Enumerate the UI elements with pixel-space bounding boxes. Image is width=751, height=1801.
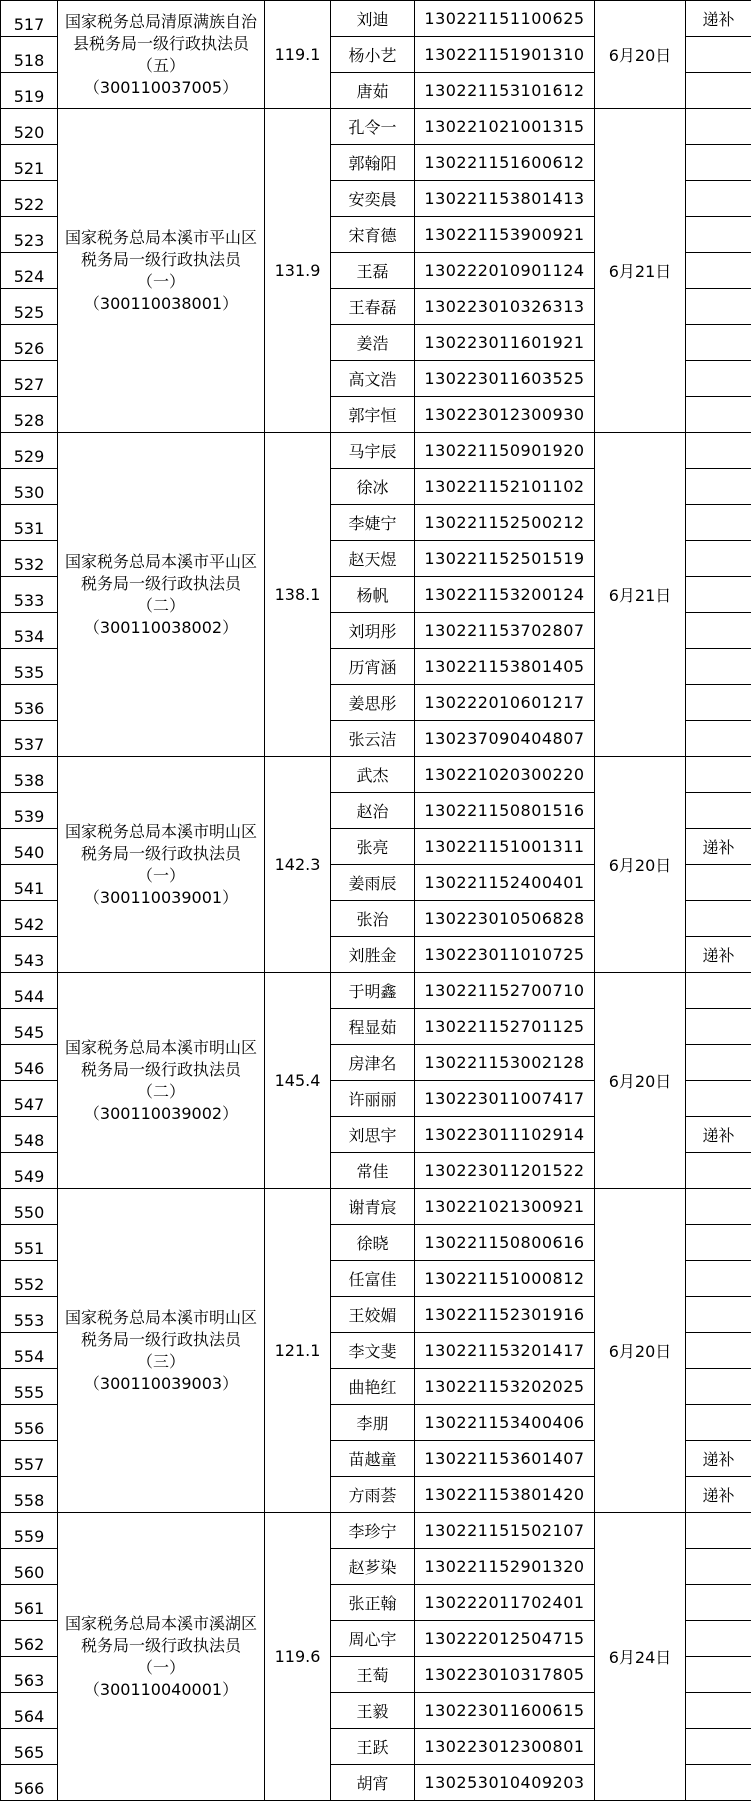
name-cell: 徐冰 [331,469,415,505]
position-code: （300110039003） [64,1373,258,1395]
date-cell: 6月21日 [595,109,686,433]
position-cell [58,433,265,757]
note-cell [686,865,751,901]
position-title: 国家税务总局本溪市明山区税务局一级行政执法员（一） [64,821,258,887]
note-cell [686,901,751,937]
name-cell: 刘迪 [331,1,415,37]
position-cell [58,1513,265,1801]
position-title: 国家税务总局本溪市明山区税务局一级行政执法员（二） [64,1037,258,1103]
name-cell: 曲艳红 [331,1369,415,1405]
name-cell: 姜浩 [331,325,415,361]
note-cell [686,505,751,541]
note-cell [686,1729,751,1765]
name-cell: 郭宇恒 [331,397,415,433]
exam-id-cell: 130222011702401 [415,1585,595,1621]
name-cell: 于明鑫 [331,973,415,1009]
note-cell [686,973,751,1009]
exam-id-cell: 130221151100625 [415,1,595,37]
exam-id-cell: 130223011201522 [415,1153,595,1189]
exam-id-cell: 130223011600615 [415,1693,595,1729]
score-cell: 131.9 [265,109,331,433]
exam-id-cell: 130221152301916 [415,1297,595,1333]
table-row [1,1,751,37]
note-cell [686,1585,751,1621]
exam-id-cell: 130221152101102 [415,469,595,505]
name-cell: 李婕宁 [331,505,415,541]
seq-cell: 546 [1,1045,58,1081]
exam-id-cell: 130221153801413 [415,181,595,217]
name-cell: 张云洁 [331,721,415,757]
date-cell: 6月21日 [595,433,686,757]
name-cell: 王萄 [331,1657,415,1693]
name-cell: 周心宇 [331,1621,415,1657]
position-cell [58,757,265,973]
exam-id-cell: 130253010409203 [415,1765,595,1801]
exam-id-cell: 130221153702807 [415,613,595,649]
exam-id-cell: 130221151600612 [415,145,595,181]
note-cell [686,253,751,289]
seq-cell: 548 [1,1117,58,1153]
exam-id-cell: 130221151001311 [415,829,595,865]
note-cell [686,613,751,649]
seq-cell: 552 [1,1261,58,1297]
exam-id-cell: 130221153202025 [415,1369,595,1405]
exam-id-cell: 130221153002128 [415,1045,595,1081]
exam-id-cell: 130221153801405 [415,649,595,685]
note-cell [686,1405,751,1441]
score-cell: 142.3 [265,757,331,973]
seq-cell: 526 [1,325,58,361]
exam-id-cell: 130221152901320 [415,1549,595,1585]
position-title: 国家税务总局本溪市溪湖区税务局一级行政执法员（一） [64,1613,258,1679]
position-title: 国家税务总局本溪市明山区税务局一级行政执法员（三） [64,1307,258,1373]
exam-id-cell: 130223011007417 [415,1081,595,1117]
seq-cell: 559 [1,1513,58,1549]
seq-cell: 541 [1,865,58,901]
date-cell: 6月24日 [595,1513,686,1801]
seq-cell: 563 [1,1657,58,1693]
seq-cell: 528 [1,397,58,433]
note-cell: 递补 [686,1441,751,1477]
note-cell [686,145,751,181]
table-row [1,433,751,469]
note-cell [686,1261,751,1297]
note-cell [686,649,751,685]
seq-cell: 531 [1,505,58,541]
score-cell: 119.1 [265,1,331,109]
name-cell: 张亮 [331,829,415,865]
note-cell [686,109,751,145]
seq-cell: 537 [1,721,58,757]
note-cell [686,1333,751,1369]
note-cell: 递补 [686,1477,751,1513]
table-row [1,1189,751,1225]
note-cell [686,361,751,397]
seq-cell: 543 [1,937,58,973]
name-cell: 刘胜金 [331,937,415,973]
note-cell [686,541,751,577]
exam-id-cell: 130221021300921 [415,1189,595,1225]
name-cell: 武杰 [331,757,415,793]
note-cell [686,577,751,613]
note-cell: 递补 [686,829,751,865]
note-cell [686,397,751,433]
position-code: （300110038001） [64,293,258,315]
exam-id-cell: 130221153101612 [415,73,595,109]
exam-id-cell: 130221151901310 [415,37,595,73]
name-cell: 李珍宁 [331,1513,415,1549]
position-code: （300110037005） [64,77,258,99]
seq-cell: 544 [1,973,58,1009]
seq-cell: 562 [1,1621,58,1657]
exam-id-cell: 130221150801516 [415,793,595,829]
score-cell: 119.6 [265,1513,331,1801]
name-cell: 李文斐 [331,1333,415,1369]
exam-id-cell: 130223010317805 [415,1657,595,1693]
position-title: 国家税务总局清原满族自治县税务局一级行政执法员（五） [64,11,258,77]
seq-cell: 553 [1,1297,58,1333]
seq-cell: 542 [1,901,58,937]
note-cell [686,469,751,505]
name-cell: 房津名 [331,1045,415,1081]
note-cell [686,1153,751,1189]
name-cell: 高文浩 [331,361,415,397]
seq-cell: 564 [1,1693,58,1729]
seq-cell: 545 [1,1009,58,1045]
position-cell [58,1189,265,1513]
name-cell: 唐茹 [331,73,415,109]
note-cell [686,1513,751,1549]
exam-id-cell: 130221150800616 [415,1225,595,1261]
name-cell: 赵芗染 [331,1549,415,1585]
table-row [1,757,751,793]
name-cell: 王毅 [331,1693,415,1729]
seq-cell: 550 [1,1189,58,1225]
seq-cell: 547 [1,1081,58,1117]
name-cell: 王磊 [331,253,415,289]
position-cell [58,973,265,1189]
seq-cell: 565 [1,1729,58,1765]
seq-cell: 536 [1,685,58,721]
name-cell: 姜雨辰 [331,865,415,901]
position-code: （300110038002） [64,617,258,639]
seq-cell: 558 [1,1477,58,1513]
exam-id-cell: 130222010601217 [415,685,595,721]
exam-id-cell: 130222012504715 [415,1621,595,1657]
name-cell: 任富佳 [331,1261,415,1297]
note-cell [686,1693,751,1729]
seq-cell: 522 [1,181,58,217]
note-cell [686,217,751,253]
seq-cell: 555 [1,1369,58,1405]
name-cell: 孔令一 [331,109,415,145]
note-cell [686,325,751,361]
exam-id-cell: 130221153200124 [415,577,595,613]
name-cell: 王跃 [331,1729,415,1765]
name-cell: 历宵涵 [331,649,415,685]
seq-cell: 540 [1,829,58,865]
position-code: （300110039001） [64,887,258,909]
seq-cell: 532 [1,541,58,577]
note-cell [686,1369,751,1405]
position-code: （300110039002） [64,1103,258,1125]
seq-cell: 560 [1,1549,58,1585]
name-cell: 谢青宸 [331,1189,415,1225]
date-cell: 6月20日 [595,973,686,1189]
date-cell: 6月20日 [595,1,686,109]
note-cell [686,433,751,469]
name-cell: 常佳 [331,1153,415,1189]
exam-id-cell: 130221150901920 [415,433,595,469]
exam-id-cell: 130221152400401 [415,865,595,901]
exam-id-cell: 130223010506828 [415,901,595,937]
name-cell: 胡宵 [331,1765,415,1801]
seq-cell: 533 [1,577,58,613]
note-cell [686,685,751,721]
seq-cell: 539 [1,793,58,829]
note-cell: 递补 [686,937,751,973]
note-cell [686,1657,751,1693]
exam-id-cell: 130223012300930 [415,397,595,433]
name-cell: 徐晓 [331,1225,415,1261]
name-cell: 郭翰阳 [331,145,415,181]
exam-id-cell: 130221152701125 [415,1009,595,1045]
exam-id-cell: 130223011601921 [415,325,595,361]
exam-id-cell: 130223011010725 [415,937,595,973]
table-row [1,109,751,145]
position-code: （300110040001） [64,1679,258,1701]
exam-id-cell: 130221152700710 [415,973,595,1009]
seq-cell: 549 [1,1153,58,1189]
seq-cell: 525 [1,289,58,325]
note-cell [686,181,751,217]
name-cell: 王春磊 [331,289,415,325]
note-cell [686,289,751,325]
name-cell: 王姣媚 [331,1297,415,1333]
seq-cell: 517 [1,1,58,37]
name-cell: 赵天煜 [331,541,415,577]
exam-id-cell: 130221151000812 [415,1261,595,1297]
table-row [1,973,751,1009]
note-cell [686,1189,751,1225]
seq-cell: 561 [1,1585,58,1621]
seq-cell: 519 [1,73,58,109]
note-cell [686,73,751,109]
seq-cell: 534 [1,613,58,649]
seq-cell: 538 [1,757,58,793]
score-cell: 145.4 [265,973,331,1189]
seq-cell: 521 [1,145,58,181]
name-cell: 方雨荟 [331,1477,415,1513]
seq-cell: 556 [1,1405,58,1441]
table-row [1,1513,751,1549]
exam-id-cell: 130221152501519 [415,541,595,577]
note-cell [686,1621,751,1657]
date-cell: 6月20日 [595,757,686,973]
exam-id-cell: 130221152500212 [415,505,595,541]
score-cell: 138.1 [265,433,331,757]
seq-cell: 518 [1,37,58,73]
results-table-body [1,1,751,1801]
note-cell [686,1081,751,1117]
note-cell [686,1009,751,1045]
name-cell: 张正翰 [331,1585,415,1621]
exam-id-cell: 130223011102914 [415,1117,595,1153]
exam-id-cell: 130223012300801 [415,1729,595,1765]
note-cell [686,1297,751,1333]
name-cell: 宋育德 [331,217,415,253]
exam-id-cell: 130221153201417 [415,1333,595,1369]
name-cell: 张治 [331,901,415,937]
note-cell [686,721,751,757]
score-cell: 121.1 [265,1189,331,1513]
name-cell: 赵治 [331,793,415,829]
exam-id-cell: 130223010326313 [415,289,595,325]
exam-id-cell: 130221151502107 [415,1513,595,1549]
date-cell: 6月20日 [595,1189,686,1513]
seq-cell: 530 [1,469,58,505]
exam-id-cell: 130237090404807 [415,721,595,757]
exam-id-cell: 130221153900921 [415,217,595,253]
seq-cell: 529 [1,433,58,469]
seq-cell: 524 [1,253,58,289]
seq-cell: 566 [1,1765,58,1801]
seq-cell: 527 [1,361,58,397]
position-title: 国家税务总局本溪市平山区税务局一级行政执法员（一） [64,227,258,293]
note-cell [686,1225,751,1261]
seq-cell: 554 [1,1333,58,1369]
exam-id-cell: 130221153801420 [415,1477,595,1513]
exam-id-cell: 130221153400406 [415,1405,595,1441]
exam-id-cell: 130223011603525 [415,361,595,397]
note-cell [686,1549,751,1585]
exam-id-cell: 130221021001315 [415,109,595,145]
seq-cell: 535 [1,649,58,685]
seq-cell: 557 [1,1441,58,1477]
note-cell: 递补 [686,1117,751,1153]
exam-id-cell: 130221020300220 [415,757,595,793]
name-cell: 刘思宇 [331,1117,415,1153]
note-cell [686,1045,751,1081]
seq-cell: 520 [1,109,58,145]
name-cell: 杨小艺 [331,37,415,73]
position-cell [58,109,265,433]
name-cell: 杨帆 [331,577,415,613]
note-cell [686,793,751,829]
name-cell: 姜思彤 [331,685,415,721]
seq-cell: 523 [1,217,58,253]
exam-id-cell: 130221153601407 [415,1441,595,1477]
name-cell: 安奕晨 [331,181,415,217]
name-cell: 刘玥彤 [331,613,415,649]
position-title: 国家税务总局本溪市平山区税务局一级行政执法员（二） [64,551,258,617]
name-cell: 李朋 [331,1405,415,1441]
position-cell [58,1,265,109]
name-cell: 程显茹 [331,1009,415,1045]
note-cell [686,757,751,793]
name-cell: 马宇辰 [331,433,415,469]
note-cell [686,37,751,73]
note-cell [686,1765,751,1801]
note-cell: 递补 [686,1,751,37]
name-cell: 许丽丽 [331,1081,415,1117]
seq-cell: 551 [1,1225,58,1261]
name-cell: 苗越童 [331,1441,415,1477]
exam-id-cell: 130222010901124 [415,253,595,289]
